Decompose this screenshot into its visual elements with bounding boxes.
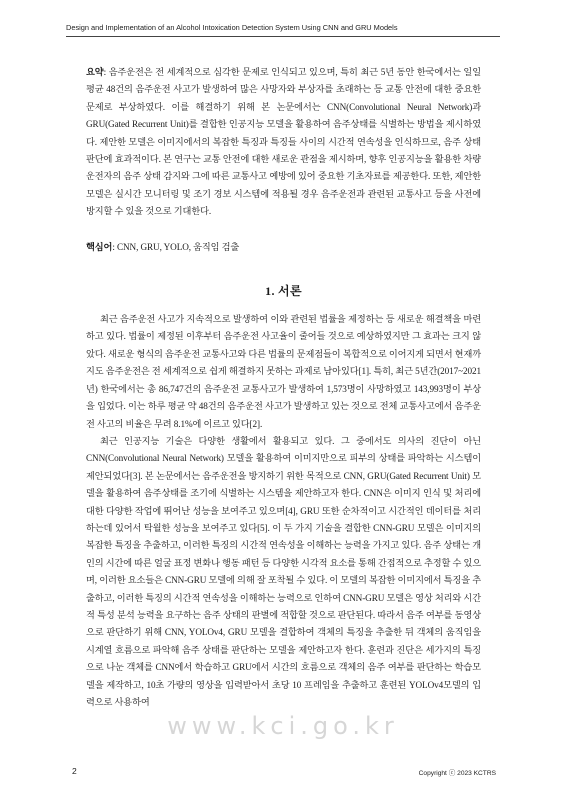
abstract-text: : 음주운전은 전 세계적으로 심각한 문제로 인식되고 있으며, 특히 최근 5년 동안 한국에서는 일일 평균 48건의 음주운전 사고가 발생하여 많은 사망자와 부상자를 초래하는 등 교통 안전에 대한 중요한 문제로 부상하였다. 이를 해결하기 위해 본 논문에서는 CNN(Convolutional Neural Network)과 GRU(Gated Recurrent Unit)를 결합한 인공지능 모델을 활용하여 음주상태를 식별하는 방법을 제시하였다. 제안한 모델은 이미지에서의 복잡한 특징과 특징들 사이의 시간적 연속성을 인식하므로, 음주 상태 판단에 효과적이다. 본 연구는 교통 안전에 대한 새로운 관점을 제시하며, 향후 인공지능을 활용한 차량 운전자의 음주 상태 감지와 그에 따른 교통사고 예방에 있어 중요한 기초자료를 제공한다. 또한, 제안한 모델은 실시간 모니터링 및 조기 경보 시스템에 적용될 경우 음주운전과 관련된 교통사고 등을 사전에 방지할 수 있을 것으로 기대한다. [86,67,481,217]
keywords [86,239,481,256]
page-number: 2 [72,766,77,776]
body-paragraph-1: 최근 음주운전 사고가 지속적으로 발생하여 이와 관련된 법률을 제정하는 등 새로운 해결책을 마련하고 있다. 법률이 제정된 이후부터 음주운전 사고율이 줄어들 것으로 예상하였지만 그 효과는 크지 않았다. 새로운 형식의 음주운전 교통사고와 다른 법률의 문제점들이 복합적으로 이어지게 되면서 현재까지도 음주운전은 전 세계적으로 쉽게 해결하지 못하는 과제로 남아있다[1]. 특히, 최근 5년간(2017~2021년) 한국에서는 총 86,747건의 음주운전 교통사고가 발생하여 1,573명이 사망하였고 143,993명이 부상을 입었다. 이는 하루 평균 약 48건의 음주운전 사고가 발생하고 있는 것으로 전체 교통사고에서 음주운전 사고의 비율은 무려 8.1%에 이르고 있다[2]. [86,314,481,429]
watermark: www.kci.go.kr [167,712,399,740]
header-rule [66,36,500,37]
running-header: Design and Implementation of an Alcohol Intoxication Detection System Using CNN and GRU Models [66,23,398,32]
keywords-text: : CNN, GRU, YOLO, 움직임 검출 [112,241,240,252]
body-paragraph-2: 최근 인공지능 기술은 다양한 생활에서 활용되고 있다. 그 중에서도 의사의 진단이 아닌 CNN(Convolutional Neural Network) 모델을 활용하여 이미지만으로 피부의 상태를 파악하는 시스템이 제안되었다[3]. 본 논문에서는 음주운전을 방지하기 위한 목적으로 CNN, GRU(Gated Recurrent Unit) 모델을 활용하여 음주상태를 조기에 식별하는 시스템을 제안하고자 한다. CNN은 이미지 인식 및 처리에 대한 다양한 작업에 뛰어난 성능을 보여주고 있으며[4], GRU 또한 순차적이고 시간적인 데이터를 처리하는데 있어서 탁월한 성능을 보여주고 있다[5]. 이 두 가지 기술을 결합한 CNN-GRU 모델은 이미지의 복잡한 특징을 추출하고, 이러한 특징의 시간적 연속성을 이해하는 능력을 가지고 있다. 음주 상태는 개인의 시간에 따른 얼굴 표정 변화나 행동 패턴 등 다양한 시각적 요소를 통해 간접적으로 추정할 수 있으며, 이러한 요소들은 CNN-GRU 모델에 의해 잘 포착될 수 있다. 이 모델의 복잡한 이미지에서 특징을 추출하고, 이러한 특징의 시간적 연속성을 이해하는 능력으로 인하여 CNN-GRU 모델은 영상 처리와 시간적 특성 분석 능력을 요구하는 음주 상태의 판별에 적합할 것으로 판단된다. 따라서 음주 여부를 동영상으로 판단하기 위해 CNN, YOLOv4, GRU 모델을 결합하여 객체의 특징을 추출한 뒤 객체의 움직임을 시계열 흐름으로 파악해 음주 상태를 판단하는 모델을 제안하고자 한다. 훈련과 진단은 세가지의 특징으로 나눈 객체를 CNN에서 학습하고 GRU에서 시간의 흐름으로 객체의 음주 여부를 판단하는 학습모델을 제작하고, 10초 가량의 영상을 입력받아서 초당 10 프레임을 추출하고 훈련된 YOLOv4모델의 입력으로 사용하여 [86,435,481,707]
abstract-label: 요약 [86,67,104,77]
abstract [86,64,481,221]
copyright-notice: Copyright ⓒ 2023 KCTRS [418,770,496,777]
keywords-label: 핵심어 [86,241,113,252]
section-title: 1. 서론 [265,284,302,299]
page-content [86,64,481,711]
